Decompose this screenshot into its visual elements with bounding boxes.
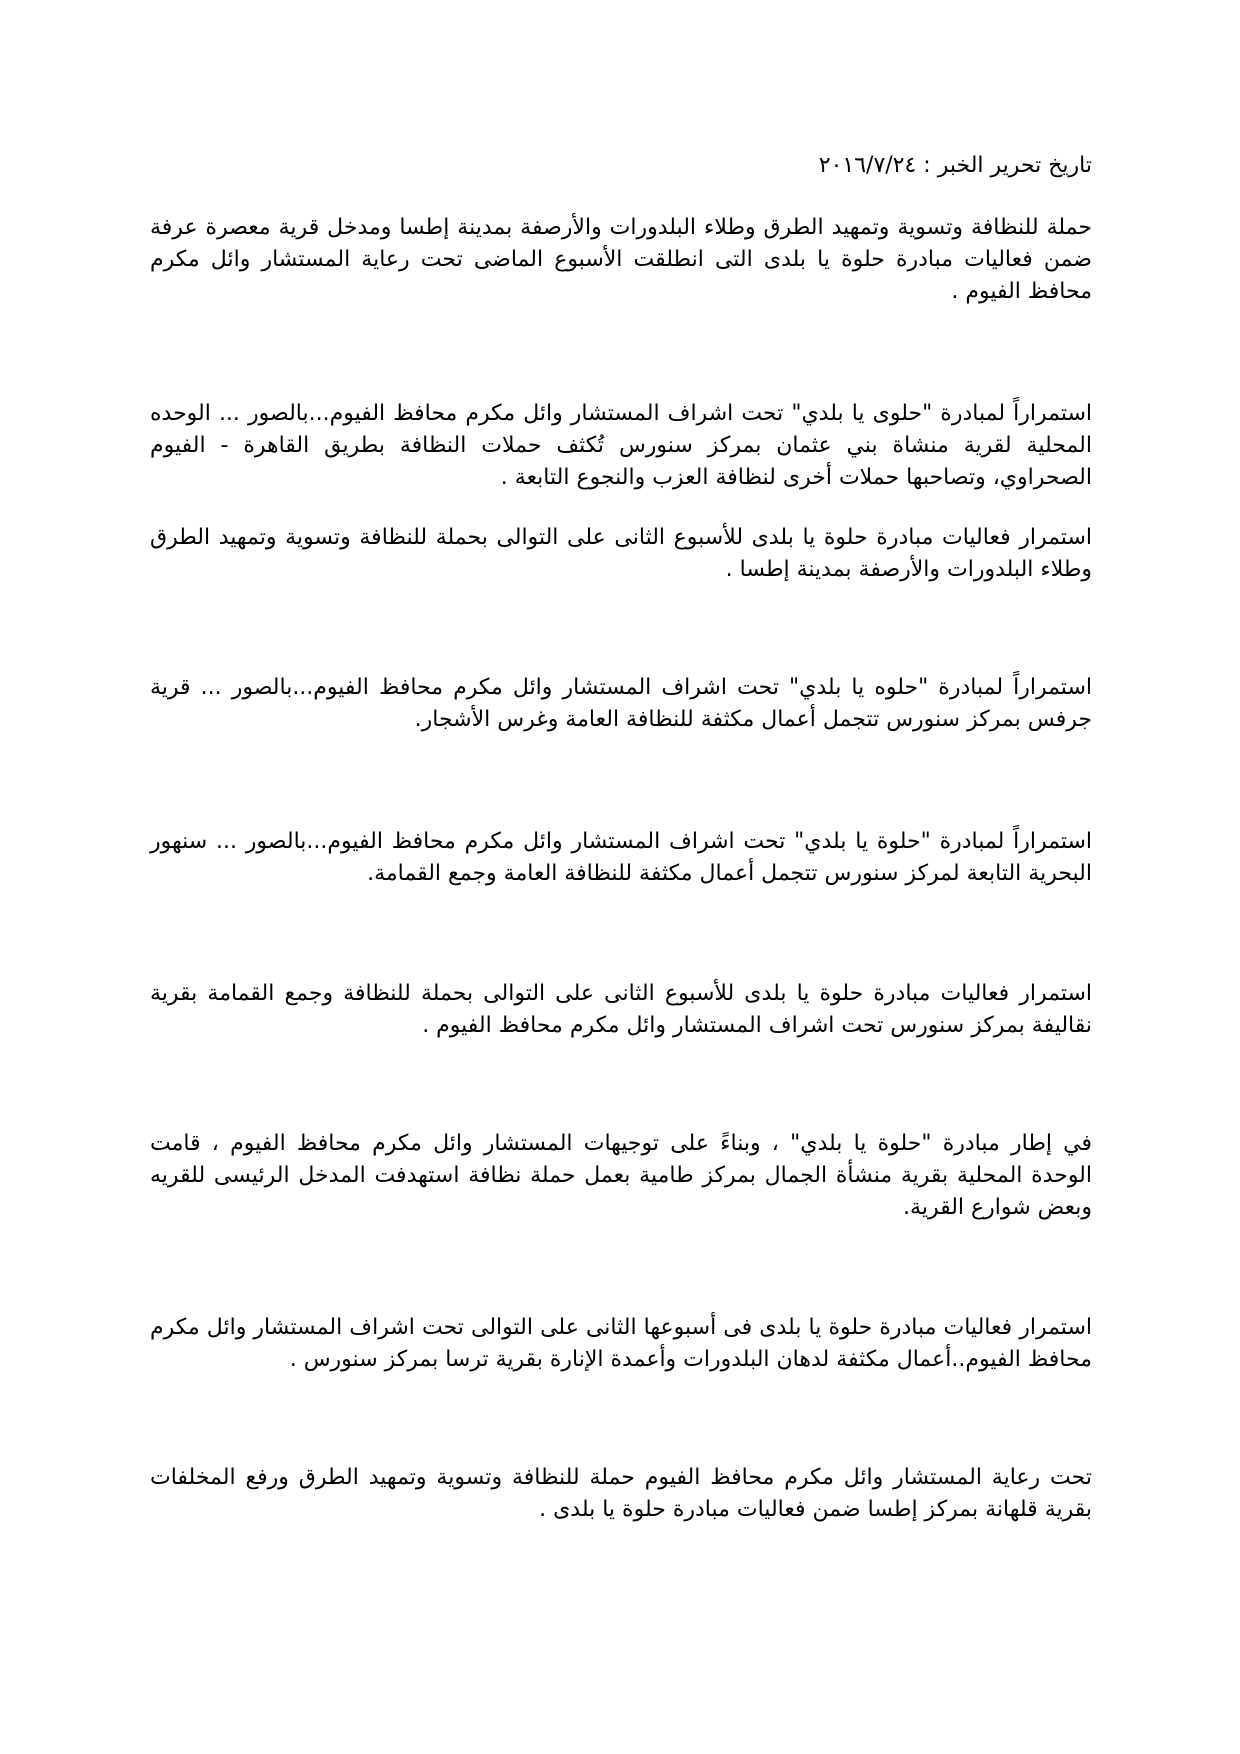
news-paragraph-6: استمرار فعاليات مبادرة حلوة يا بلدى للأسبوع الثانى على التوالى بحملة للنظافة وجمع القمامة بقرية نقاليفة بمركز سنورس تحت اشراف المستشار وائل مكرم محافظ الفيوم . bbox=[150, 981, 1092, 1038]
news-paragraph-3: استمرار فعاليات مبادرة حلوة يا بلدى للأسبوع الثانى على التوالى بحملة للنظافة وتسوية وتمهيد الطرق وطلاء البلدورات والأرصفة بمدينة إطسا . bbox=[150, 525, 1092, 582]
news-paragraph-1: حملة للنظافة وتسوية وتمهيد الطرق وطلاء البلدورات والأرصفة بمدينة إطسا ومدخل قرية معصرة عرفة ضمن فعاليات مبادرة حلوة يا بلدى التى انطلقت الأسبوع الماضى تحت رعاية المستشار وائل مكرم محافظ الفيوم . bbox=[150, 215, 1092, 304]
news-paragraph-4: استمراراً لمبادرة "حلوه يا بلدي" تحت اشراف المستشار وائل مكرم محافظ الفيوم...بالصور ... قرية جرفس بمركز سنورس تتجمل أعمال مكثفة للنظافة العامة وغرس الأشجار. bbox=[150, 675, 1092, 732]
news-paragraph-5: استمراراً لمبادرة "حلوة يا بلدي" تحت اشراف المستشار وائل مكرم محافظ الفيوم...بالصور ... سنهور البحرية التابعة لمركز سنورس تتجمل أعمال مكثفة للنظافة العامة وجمع القمامة. bbox=[150, 829, 1092, 886]
news-paragraph-8: استمرار فعاليات مبادرة حلوة يا بلدى فى أسبوعها الثانى على التوالى تحت اشراف المستشار وائل مكرم محافظ الفيوم..أعمال مكثفة لدهان البلدورات وأعمدة الإنارة بقرية ترسا بمركز سنورس . bbox=[150, 1315, 1092, 1372]
news-date-line: تاريخ تحرير الخبر : ٢٠١٦/٧/٢٤ bbox=[818, 153, 1092, 178]
news-paragraph-9: تحت رعاية المستشار وائل مكرم محافظ الفيوم حملة للنظافة وتسوية وتمهيد الطرق ورفع المخلفات بقرية قلهانة بمركز إطسا ضمن فعاليات مبادرة حلوة يا بلدى . bbox=[150, 1465, 1092, 1522]
news-paragraph-2: استمراراً لمبادرة "حلوى يا بلدي" تحت اشراف المستشار وائل مكرم محافظ الفيوم...بالصور ... الوحده المحلية لقرية منشاة بني عثمان بمركز سنورس تُكثف حملات النظافة بطريق القاهرة - الفيوم الصحراوي، وتصاحبها حملات أخرى لنظافة العزب والنجوع التابعة . bbox=[150, 401, 1092, 490]
news-paragraph-7: في إطار مبادرة "حلوة يا بلدي" ، وبناءً على توجيهات المستشار وائل مكرم محافظ الفيوم ، قامت الوحدة المحلية بقرية منشأة الجمال بمركز طامية بعمل حملة نظافة استهدفت المدخل الرئيسى للقريه وبعض شوارع القرية. bbox=[150, 1131, 1092, 1220]
